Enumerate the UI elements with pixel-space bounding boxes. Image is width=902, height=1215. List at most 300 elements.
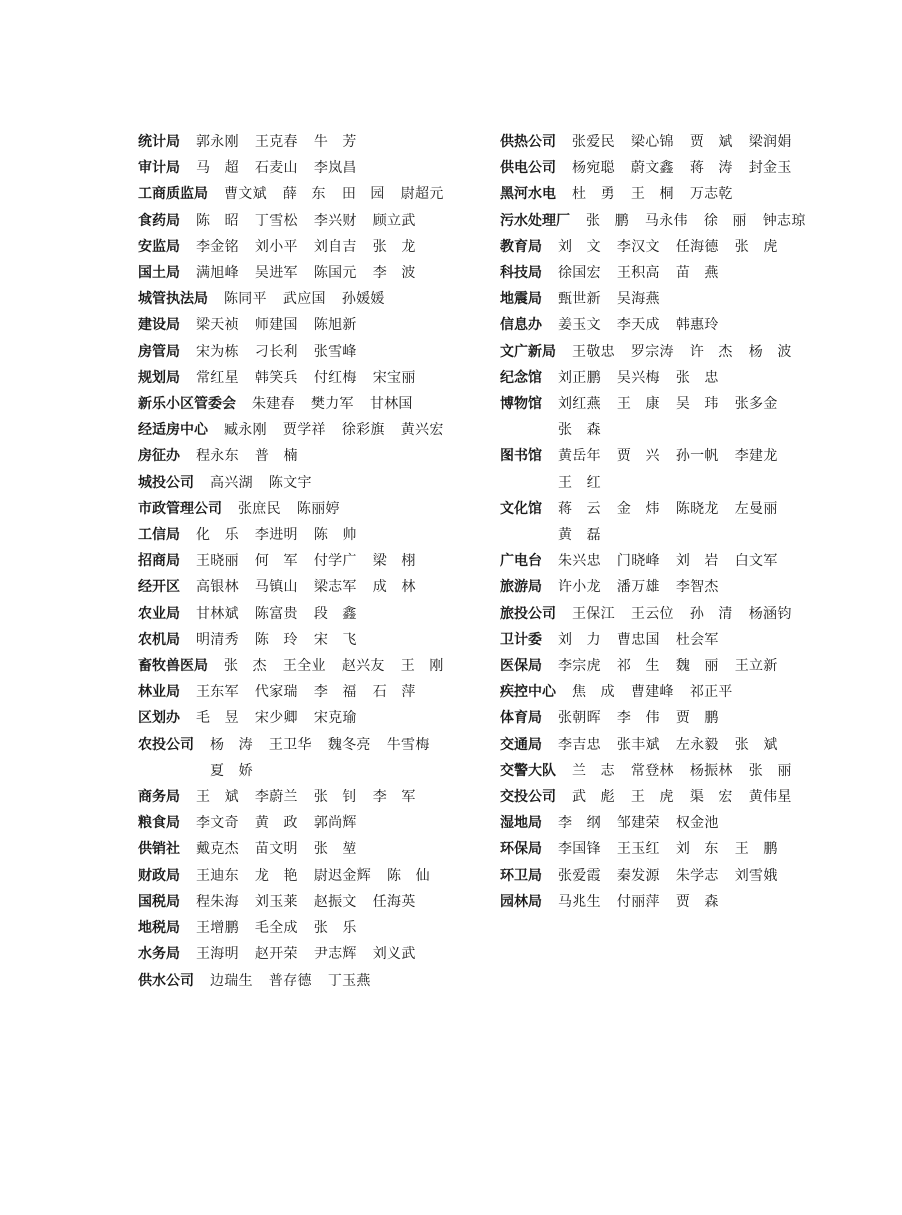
member-name: 焦 成 [572,684,615,701]
department-name: 体育局 [500,710,542,727]
member-name: 常登林 [630,762,674,779]
department-entry [138,627,478,653]
department-name: 交投公司 [500,789,556,806]
member-name: 张 乐 [313,920,357,937]
member-name: 陈旭新 [313,317,357,334]
member-names [196,365,432,391]
member-names [224,286,401,312]
member-names [558,810,735,836]
member-name: 李金铭 [196,238,239,255]
member-name: 杨涵钧 [748,605,792,622]
member-name: 陈国元 [313,265,357,282]
department-name: 博物馆 [500,396,542,413]
department-name: 交通局 [500,736,542,753]
member-names [196,627,373,653]
member-name: 王迪东 [196,867,239,884]
department-name: 地震局 [500,291,542,308]
member-names [572,601,808,627]
department-entry [138,810,478,836]
department-name: 区划办 [138,710,180,727]
member-name: 任海德 [675,238,719,255]
department-entry [138,601,478,627]
member-name: 宋宝丽 [372,369,416,386]
member-name: 边瑞生 [210,972,253,989]
member-name: 戴克杰 [196,841,239,858]
member-name: 王立新 [734,658,778,675]
member-name: 李天成 [616,317,660,334]
department-name: 广电台 [500,553,542,570]
member-name: 刘小平 [254,238,298,255]
department-name: 食药局 [138,212,180,229]
member-names [558,234,794,260]
member-names [558,391,840,443]
department-name: 财政局 [138,867,180,884]
member-name: 任海英 [372,893,416,910]
department-entry [138,679,478,705]
member-names [210,968,387,994]
member-name: 张多金 [734,396,778,413]
member-name: 张 斌 [734,736,778,753]
department-entry [500,863,840,889]
member-name: 甄世新 [558,291,601,308]
department-entry [500,836,840,862]
department-entry [138,155,478,181]
member-name: 吴进军 [254,265,298,282]
department-entry [500,732,840,758]
member-names [210,732,478,784]
member-name: 王 虎 [630,789,674,806]
member-name: 黄 磊 [558,527,601,544]
member-name: 吴海燕 [616,291,660,308]
member-name: 吴 玮 [675,396,719,413]
department-entry [138,129,478,155]
department-entry [500,601,840,627]
member-name: 权金池 [675,815,719,832]
member-name: 马 超 [196,160,239,177]
department-name: 市政管理公司 [138,500,222,517]
member-names [558,627,735,653]
department-name: 信息办 [500,317,542,334]
member-name: 高银林 [196,579,239,596]
member-name: 白文军 [734,553,778,570]
member-name: 宋 飞 [313,631,357,648]
member-name: 门晓峰 [616,553,660,570]
department-entry [500,181,840,207]
member-name: 罗宗涛 [630,343,674,360]
member-names [558,443,840,495]
member-names [572,679,749,705]
member-names [572,784,808,810]
member-name: 左永毅 [675,736,719,753]
member-names [572,181,749,207]
department-entry [138,784,478,810]
member-name: 贾 鹏 [675,710,719,727]
member-name: 陈 帅 [313,527,357,544]
department-entry [500,155,840,181]
department-name: 工商质监局 [138,186,208,203]
member-name: 尹志辉 [313,946,357,963]
member-name: 牛 芳 [313,134,357,150]
member-names [196,312,373,338]
department-entry [138,181,478,207]
department-entry [500,260,840,286]
department-entry [138,968,478,994]
department-name: 房征办 [138,448,180,465]
department-name: 环卫局 [500,867,542,884]
member-names [196,208,432,234]
member-name: 普存德 [268,972,312,989]
member-name: 孙媛媛 [341,291,385,308]
member-name: 万志乾 [689,186,733,203]
member-name: 赵开荣 [254,946,298,963]
member-name: 张爱民 [572,134,615,150]
member-names [196,339,373,365]
member-name: 付学广 [313,553,357,570]
member-names [196,784,432,810]
department-name: 招商局 [138,553,180,570]
member-name: 梁心锦 [630,134,674,150]
department-entry [138,548,478,574]
member-name: 王卫华 [268,736,312,753]
member-name: 宋少卿 [254,710,298,727]
department-name: 供热公司 [500,134,556,150]
member-name: 梁 栩 [372,553,416,570]
member-name: 夏 娇 [210,762,253,779]
member-name: 甘林国 [369,396,413,413]
member-name: 师建国 [254,317,298,334]
member-name: 李建龙 [734,448,778,465]
department-entry [500,758,840,784]
member-name: 张爱霞 [558,867,601,884]
member-name: 张 钊 [313,789,357,806]
member-name: 王克春 [254,134,298,150]
member-name: 满旭峰 [196,265,239,282]
member-name: 牛雪梅 [386,736,430,753]
department-entry [138,863,478,889]
member-name: 尉迟金辉 [313,867,372,884]
member-name: 刁长利 [254,343,298,360]
member-names [558,496,840,548]
department-name: 经开区 [138,579,180,596]
department-entry [500,129,840,155]
member-name: 秦发源 [616,867,660,884]
member-name: 封金玉 [748,160,792,177]
member-name: 李 福 [313,684,357,701]
department-name: 教育局 [500,238,542,255]
department-entry [500,365,840,391]
member-name: 王 刚 [400,658,444,675]
department-name: 规划局 [138,369,180,386]
department-name: 文广新局 [500,343,556,360]
department-name: 粮食局 [138,815,180,832]
member-name: 王保江 [572,605,615,622]
member-name: 赵兴友 [341,658,385,675]
member-name: 张丰斌 [616,736,660,753]
member-names [196,836,373,862]
member-names [558,732,794,758]
member-name: 马兆生 [558,893,601,910]
member-name: 王晓丽 [196,553,239,570]
member-name: 代家瑞 [254,684,298,701]
member-name: 吴兴梅 [616,369,660,386]
department-entry [138,574,478,600]
member-name: 王云位 [630,605,674,622]
member-name: 李 波 [372,265,416,282]
member-name: 陈晓龙 [675,500,719,517]
department-entry [500,286,840,312]
department-name: 环保局 [500,841,542,858]
member-name: 黄伟星 [748,789,792,806]
member-names [196,129,373,155]
member-name: 渠 宏 [689,789,733,806]
member-name: 明清秀 [196,631,239,648]
member-name: 贾 兴 [616,448,660,465]
member-names [196,522,373,548]
department-name: 工信局 [138,527,180,544]
member-name: 李兴财 [313,212,357,229]
department-name: 文化馆 [500,500,542,517]
department-name: 地税局 [138,920,180,937]
member-name: 李蔚兰 [254,789,298,806]
member-names [572,129,808,155]
member-name: 陈文宇 [268,474,312,491]
member-name: 刘红燕 [558,396,601,413]
department-name: 统计局 [138,134,180,150]
member-name: 徐 丽 [703,212,747,229]
member-names [196,705,373,731]
member-name: 黄岳年 [558,448,601,465]
member-name: 梁志军 [313,579,357,596]
member-names [572,758,808,784]
department-entry [500,679,840,705]
department-name: 经适房中心 [138,422,208,439]
member-name: 王 桐 [630,186,674,203]
member-name: 陈丽婷 [296,500,340,517]
member-name: 蔚文鑫 [630,160,674,177]
member-names [224,417,460,443]
department-entry [138,915,478,941]
member-name: 徐国宏 [558,265,601,282]
member-names [196,889,432,915]
department-entry [138,208,478,234]
member-name: 梁润娟 [748,134,792,150]
member-name: 陈 仙 [387,867,430,884]
department-entry [500,627,840,653]
member-name: 李岚昌 [313,160,357,177]
member-name: 丁雪松 [254,212,298,229]
member-name: 普 楠 [254,448,298,465]
member-name: 王东军 [196,684,239,701]
member-names [558,312,735,338]
member-name: 程朱海 [196,893,239,910]
member-name: 王敬忠 [572,343,615,360]
member-name: 蒋 涛 [689,160,733,177]
member-names [196,679,432,705]
department-name: 国税局 [138,893,180,910]
member-name: 李 纲 [558,815,601,832]
department-name: 水务局 [138,946,180,963]
department-entry [138,522,478,548]
department-name: 农业局 [138,605,180,622]
member-name: 付丽萍 [616,893,660,910]
member-name: 李文奇 [196,815,239,832]
member-names [196,260,432,286]
department-entry [500,548,840,574]
member-name: 王全业 [282,658,326,675]
member-names [196,548,432,574]
member-name: 张 森 [558,422,601,439]
member-name: 杜 勇 [572,186,615,203]
member-name: 石麦山 [254,160,298,177]
member-names [210,470,328,496]
department-name: 医保局 [500,658,542,675]
member-name: 潘万雄 [616,579,660,596]
member-name: 甘林斌 [196,605,239,622]
member-name: 苗 燕 [675,265,719,282]
member-name: 薛 东 [282,186,326,203]
member-name: 毛全成 [254,920,298,937]
member-names [224,181,460,207]
member-names [572,339,808,365]
member-name: 刘义武 [372,946,416,963]
member-name: 贾 斌 [689,134,733,150]
member-name: 祁 生 [616,658,660,675]
member-name: 陈同平 [224,291,267,308]
right-column [500,129,840,915]
department-entry [500,391,840,443]
member-name: 张 龙 [372,238,416,255]
member-names [196,863,446,889]
member-names [558,260,735,286]
department-name: 安监局 [138,238,180,255]
member-names [572,155,808,181]
member-names [196,915,373,941]
member-name: 丁玉燕 [327,972,371,989]
member-name: 石 萍 [372,684,416,701]
department-entry [138,443,478,469]
department-name: 农投公司 [138,736,194,753]
member-name: 王 鹏 [734,841,778,858]
department-entry [138,365,478,391]
member-name: 张 杰 [224,658,267,675]
member-name: 李汉文 [616,238,660,255]
department-name: 交警大队 [500,762,556,779]
department-entry [500,234,840,260]
member-name: 贾学祥 [282,422,326,439]
member-name: 钟志琼 [762,212,806,229]
member-name: 曹建峰 [630,684,674,701]
member-name: 尉超元 [400,186,444,203]
member-name: 化 乐 [196,527,239,544]
department-entry [500,339,840,365]
member-name: 刘正鹏 [558,369,601,386]
member-name: 田 园 [341,186,385,203]
member-names [558,286,676,312]
member-name: 付红梅 [313,369,357,386]
member-name: 武 彪 [572,789,615,806]
member-name: 韩惠玲 [675,317,719,334]
member-name: 张 忠 [675,369,719,386]
member-name: 刘 岩 [675,553,719,570]
department-entry [138,260,478,286]
department-name: 疾控中心 [500,684,556,701]
department-name: 图书馆 [500,448,542,465]
member-names [252,391,429,417]
member-name: 张雪峰 [313,343,357,360]
department-name: 商务局 [138,789,180,806]
member-name: 张 鹏 [586,212,629,229]
member-name: 朱学志 [675,867,719,884]
member-name: 张 虎 [734,238,778,255]
department-name: 旅游局 [500,579,542,596]
member-names [558,836,794,862]
department-entry [138,470,478,496]
member-name: 张 堃 [313,841,357,858]
member-name: 姜玉文 [558,317,601,334]
department-entry [500,496,840,548]
member-name: 臧永刚 [224,422,267,439]
member-name: 曹文斌 [224,186,267,203]
member-name: 祁正平 [689,684,733,701]
department-entry [138,836,478,862]
member-names [238,496,356,522]
department-entry [500,784,840,810]
department-name: 林业局 [138,684,180,701]
department-name: 农机局 [138,631,180,648]
member-name: 杨振林 [689,762,733,779]
member-name: 段 鑫 [313,605,357,622]
department-name: 城投公司 [138,474,194,491]
member-names [196,810,373,836]
member-names [224,653,460,679]
member-name: 杨 涛 [210,736,253,753]
department-entry [500,810,840,836]
department-name: 城管执法局 [138,291,208,308]
member-name: 陈 昭 [196,212,239,229]
department-name: 纪念馆 [500,369,542,386]
member-name: 梁天祯 [196,317,239,334]
member-names [558,548,794,574]
member-name: 郭尚辉 [313,815,357,832]
department-name: 园林局 [500,893,542,910]
department-entry [138,496,478,522]
member-name: 魏 丽 [675,658,719,675]
department-entry [138,286,478,312]
member-name: 马永伟 [644,212,688,229]
member-name: 刘 文 [558,238,601,255]
department-name: 供水公司 [138,972,194,989]
member-name: 程永东 [196,448,239,465]
department-entry [138,339,478,365]
member-names [196,574,432,600]
member-name: 毛 昱 [196,710,239,727]
department-entry [500,443,840,495]
department-entry [500,705,840,731]
member-name: 许 杰 [689,343,733,360]
member-name: 李 军 [372,789,416,806]
member-name: 龙 艳 [254,867,298,884]
member-names [196,443,314,469]
department-entry [138,653,478,679]
member-names [558,863,794,889]
member-name: 曹忠国 [616,631,660,648]
department-name: 黑河水电 [500,186,556,203]
member-name: 王 斌 [196,789,239,806]
department-entry [500,208,840,234]
member-name: 王 康 [616,396,660,413]
member-name: 李国锋 [558,841,601,858]
member-name: 孙一帆 [675,448,719,465]
